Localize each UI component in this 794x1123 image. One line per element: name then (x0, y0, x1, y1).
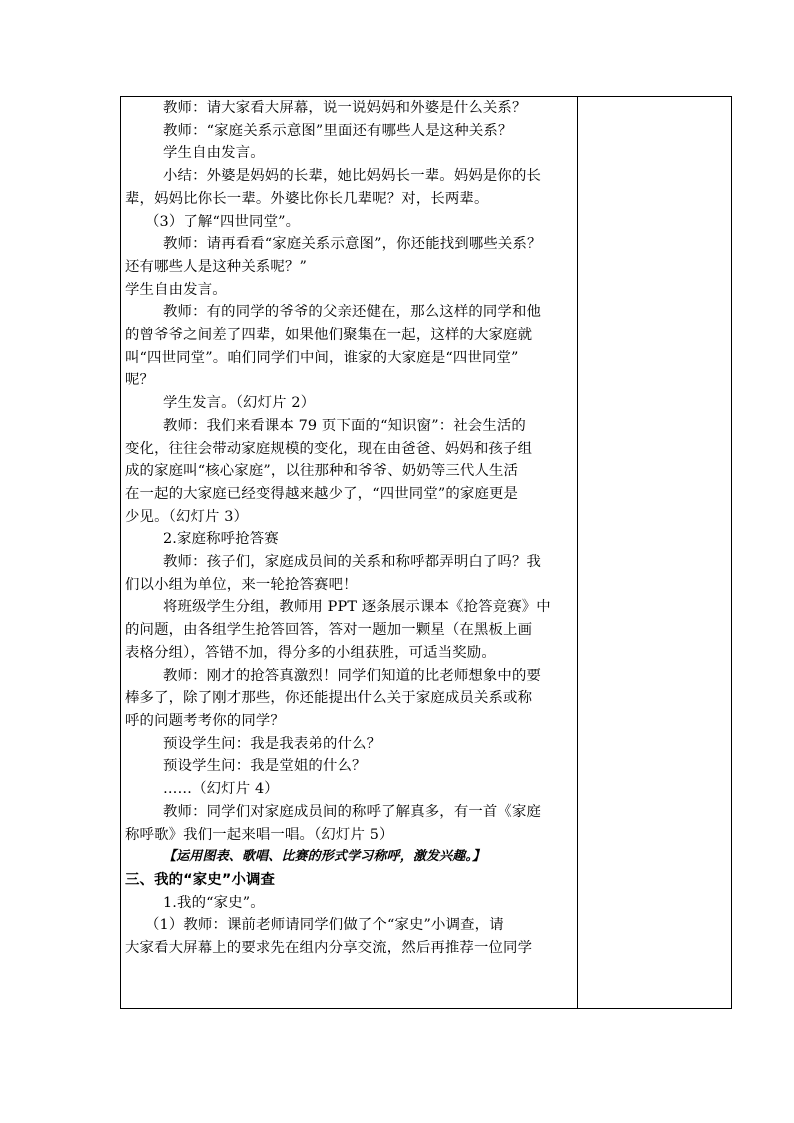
text-line: 大家看大屏幕上的要求先在组内分享交流，然后再推荐一位同学 (125, 940, 533, 957)
text-line: 变化，往往会带动家庭规模的变化，现在由爸爸、妈妈和孩子组 (125, 440, 533, 457)
text-line: 教师：刚才的抢答真激烈！同学们知道的比老师想象中的要 (163, 667, 542, 684)
design-note: 【运用图表、歌唱、比赛的形式学习称呼，激发兴趣。】 (163, 849, 486, 865)
text-line: 小结：外婆是妈妈的长辈，她比妈妈长一辈。妈妈是你的长 (163, 168, 542, 185)
text-line: 表格分组），答错不加，得分多的小组获胜，可适当奖励。 (125, 644, 496, 661)
text-line: 1.我的“家史”。 (163, 894, 265, 911)
text-line: 呢？ (125, 372, 155, 389)
lesson-plan-table (120, 96, 732, 1009)
text-line: （3）了解“四世同堂”。 (145, 213, 301, 230)
text-line: 学生发言。（幻灯片 2） (163, 395, 316, 412)
text-line: 的问题，由各组学生抢答回答，答对一题加一颗星（在黑板上画 (125, 622, 533, 639)
section-heading: 三、我的“家史”小调查 (125, 871, 276, 888)
text-line: 还有哪些人是这种关系呢？” (125, 258, 307, 275)
text-line: 预设学生问：我是堂姐的什么？ (163, 758, 367, 775)
text-line: 教师：同学们对家庭成员间的称呼了解真多，有一首《家庭 (163, 803, 542, 820)
text-line: 教师：请大家看大屏幕，说一说妈妈和外婆是什么关系？ (163, 100, 527, 116)
lesson-text (121, 97, 577, 960)
text-line: ……（幻灯片 4） (163, 781, 279, 798)
text-line: 在一起的大家庭已经变得越来越少了，“四世同堂”的家庭更是 (125, 485, 519, 502)
text-line: 教师：请再看看“家庭关系示意图”，你还能找到哪些关系？ (163, 236, 542, 253)
text-line: 少见。（幻灯片 3） (125, 508, 249, 525)
text-line: 教师：我们来看课本 79 页下面的“知识窗”：社会生活的 (163, 417, 526, 434)
text-line: 们以小组为单位，来一轮抢答赛吧！ (125, 576, 358, 593)
text-line: 教师：“家庭关系示意图”里面还有哪些人是这种关系？ (163, 122, 513, 139)
text-line: 的曾爷爷之间差了四辈，如果他们聚集在一起，这样的大家庭就 (125, 327, 533, 344)
text-line: 教师：孩子们，家庭成员间的关系和称呼都弄明白了吗？我 (163, 554, 542, 571)
text-line: 叫“四世同堂”。咱们同学们中间，谁家的大家庭是“四世同堂” (125, 349, 519, 366)
text-line: 呼的问题考考你的同学？ (125, 712, 285, 729)
text-line: 成的家庭叫“核心家庭”，以往那种和爷爷、奶奶等三代人生活 (125, 463, 519, 480)
text-line: 辈，妈妈比你长一辈。外婆比你长几辈呢？对，长两辈。 (125, 190, 489, 207)
text-line: 教师：有的同学的爷爷的父亲还健在，那么这样的同学和他 (163, 304, 542, 321)
text-line: 将班级学生分组，教师用 PPT 逐条展示课本《抢答竞赛》中 (163, 599, 551, 616)
text-line: 称呼歌》我们一起来唱一唱。（幻灯片 5） (125, 826, 394, 843)
text-line: 2.家庭称呼抢答赛 (163, 531, 279, 548)
text-line: 学生自由发言。 (125, 281, 227, 298)
teaching-process-cell (121, 97, 577, 1008)
text-line: 学生自由发言。 (163, 145, 265, 162)
text-line: （1）教师：课前老师请同学们做了个“家史”小调查，请 (145, 917, 504, 934)
text-line: 预设学生问：我是我表弟的什么？ (163, 735, 382, 752)
notes-cell (578, 97, 731, 1008)
text-line: 棒多了，除了刚才那些，你还能提出什么关于家庭成员关系或称 (125, 690, 533, 707)
